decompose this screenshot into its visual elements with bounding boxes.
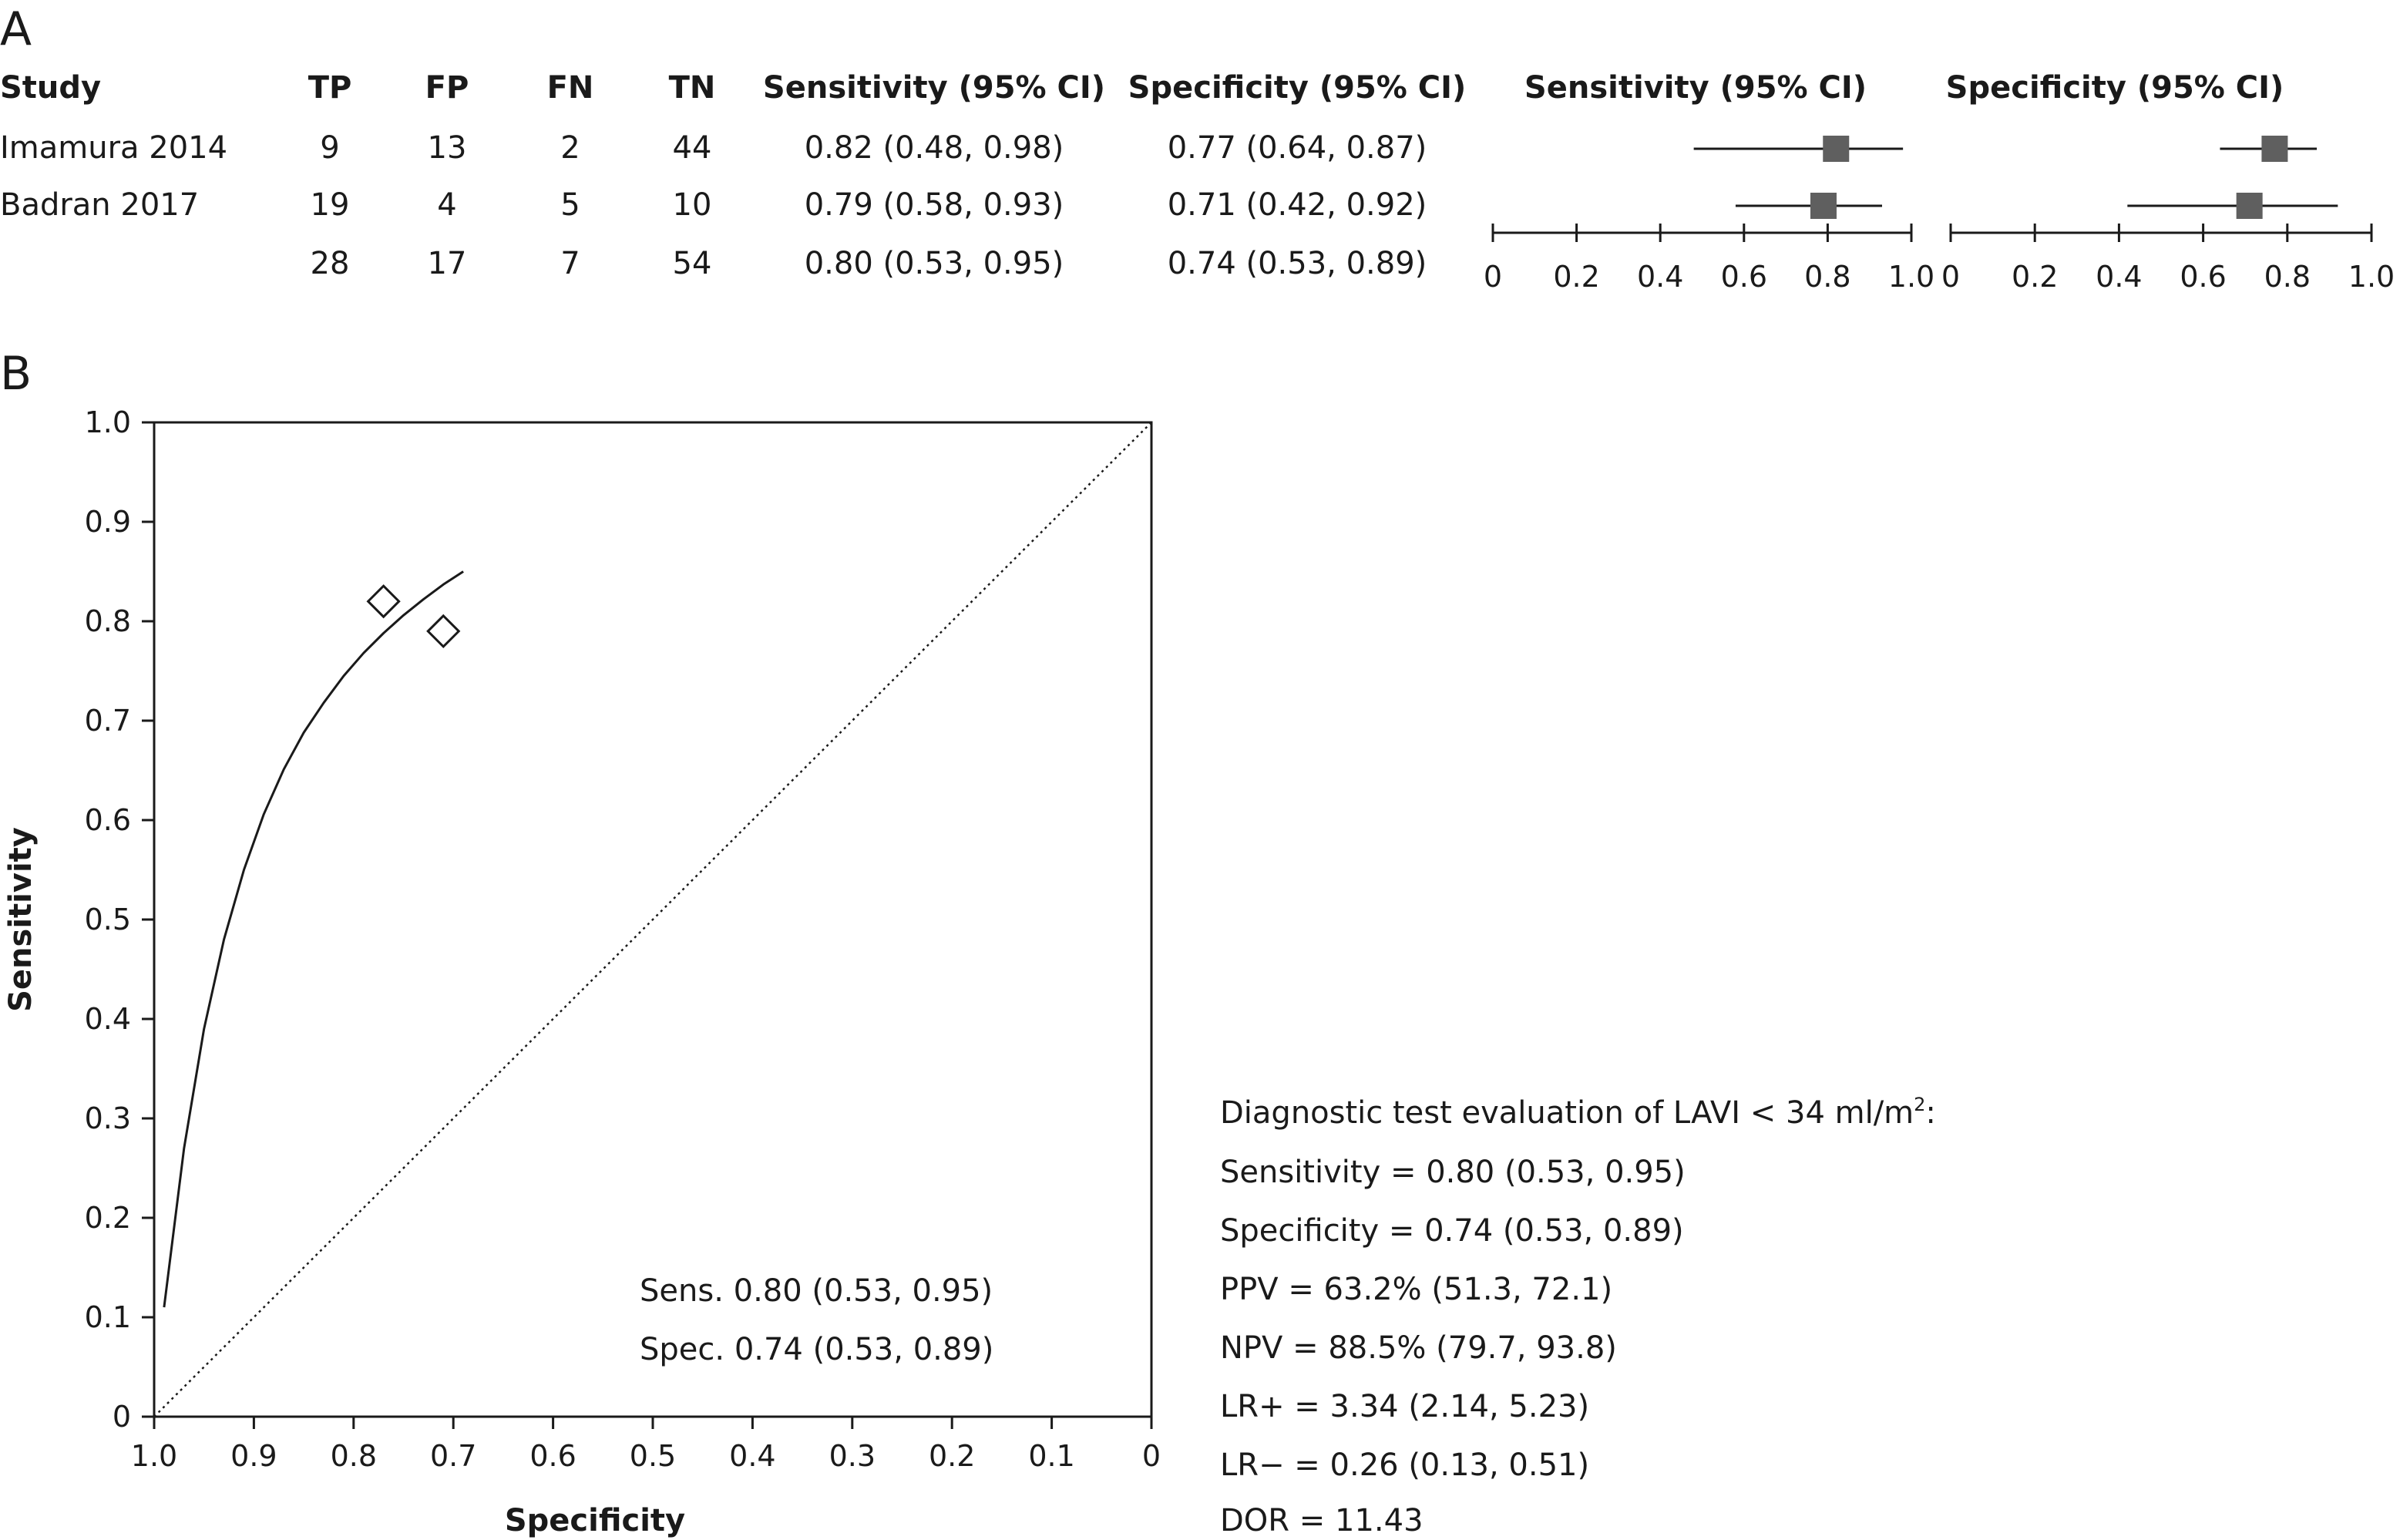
forest-sensitivity-title: Sensitivity (95% CI) <box>1524 70 1867 106</box>
header-tn: TN <box>668 70 716 106</box>
row-2-tp: 19 <box>310 187 350 223</box>
panel-a-letter: A <box>0 2 32 56</box>
x-tick-label: 0.4 <box>729 1439 776 1473</box>
sensitivity-tick-label: 0.8 <box>1804 260 1851 294</box>
sensitivity-tick-label: 0.6 <box>1720 260 1768 294</box>
sensitivity-tick-label: 0.4 <box>1636 260 1684 294</box>
chance-line <box>154 422 1151 1417</box>
row-2-tn: 10 <box>672 187 712 223</box>
row-1-sensitivity: 0.82 (0.48, 0.98) <box>804 130 1064 166</box>
y-tick-label: 0.3 <box>84 1101 131 1135</box>
row-3-specificity: 0.74 (0.53, 0.89) <box>1167 246 1427 281</box>
row-2-study: Badran 2017 <box>0 187 200 223</box>
specificity-point <box>2237 193 2263 219</box>
evaluation-dor: DOR = 11.43 <box>1220 1503 1424 1538</box>
x-tick-label: 1.0 <box>130 1439 178 1473</box>
forest-plot-sensitivity <box>1484 70 1934 294</box>
y-tick-label: 0 <box>112 1400 131 1434</box>
panel-b-letter: B <box>0 347 32 401</box>
row-1-specificity: 0.77 (0.64, 0.87) <box>1167 130 1427 166</box>
specificity-tick-label: 0.4 <box>2096 260 2143 294</box>
y-tick-label: 1.0 <box>84 405 131 439</box>
table-header <box>0 70 1466 106</box>
diagnostic-evaluation <box>1220 1094 1936 1538</box>
row-2-specificity: 0.71 (0.42, 0.92) <box>1167 187 1427 223</box>
sensitivity-point <box>1810 193 1837 219</box>
row-3-tp: 28 <box>310 246 350 281</box>
specificity-tick-label: 0 <box>1941 260 1961 294</box>
x-tick-label: 0.8 <box>330 1439 378 1473</box>
header-fn: FN <box>546 70 594 106</box>
x-tick-label: 0.6 <box>529 1439 576 1473</box>
row-3-tn: 54 <box>672 246 712 281</box>
forest-specificity-title: Specificity (95% CI) <box>1945 70 2284 106</box>
y-tick-label: 0.7 <box>84 704 131 738</box>
forest-plot-specificity <box>1941 70 2395 294</box>
y-tick-label: 0.9 <box>84 505 131 539</box>
sensitivity-point <box>1823 136 1849 162</box>
sensitivity-tick-label: 0 <box>1483 260 1503 294</box>
evaluation-specificity: Specificity = 0.74 (0.53, 0.89) <box>1220 1213 1684 1249</box>
study-point <box>368 586 399 617</box>
evaluation-npv: NPV = 88.5% (79.7, 93.8) <box>1220 1330 1617 1366</box>
y-tick-label: 0.5 <box>84 903 131 936</box>
specificity-tick-label: 0.6 <box>2180 260 2227 294</box>
evaluation-title: Diagnostic test evaluation of LAVI < 34 $ml/m^2$: <box>1220 1094 1936 1131</box>
row-2-fp: 4 <box>437 187 457 223</box>
specificity-point <box>2261 136 2287 162</box>
sroc-curve <box>164 572 463 1308</box>
row-3-fp: 17 <box>427 246 467 281</box>
x-tick-label: 0.3 <box>829 1439 876 1473</box>
row-1-study: Imamura 2014 <box>0 130 228 166</box>
panel-b <box>0 347 1936 1538</box>
summary-specificity: Spec. 0.74 (0.53, 0.89) <box>640 1332 994 1367</box>
study-point <box>428 616 459 647</box>
y-tick-label: 0.4 <box>84 1002 131 1036</box>
x-tick-label: 0.7 <box>429 1439 477 1473</box>
sensitivity-tick-label: 1.0 <box>1887 260 1935 294</box>
x-tick-label: 0.2 <box>928 1439 976 1473</box>
row-1-tn: 44 <box>672 130 712 166</box>
y-axis-title: Sensitivity <box>3 827 39 1012</box>
row-3-sensitivity: 0.80 (0.53, 0.95) <box>804 246 1064 281</box>
row-2-sensitivity: 0.79 (0.58, 0.93) <box>804 187 1064 223</box>
specificity-tick-label: 0.2 <box>2011 260 2059 294</box>
row-2-fn: 5 <box>560 187 580 223</box>
evaluation-sensitivity: Sensitivity = 0.80 (0.53, 0.95) <box>1220 1155 1686 1190</box>
summary-sensitivity: Sens. 0.80 (0.53, 0.95) <box>640 1273 993 1309</box>
row-1-fp: 13 <box>427 130 467 166</box>
row-3-fn: 7 <box>560 246 580 281</box>
y-tick-label: 0.1 <box>84 1300 131 1334</box>
sroc-plot <box>3 405 1161 1538</box>
table-row <box>0 187 1427 223</box>
x-tick-label: 0.9 <box>230 1439 277 1473</box>
sensitivity-tick-label: 0.2 <box>1553 260 1600 294</box>
header-sensitivity-ci: Sensitivity (95% CI) <box>762 70 1106 106</box>
table-row-pooled <box>311 246 1427 281</box>
row-1-tp: 9 <box>320 130 340 166</box>
header-tp: TP <box>308 70 352 106</box>
x-tick-label: 0.1 <box>1028 1439 1075 1473</box>
row-1-fn: 2 <box>560 130 580 166</box>
specificity-tick-label: 0.8 <box>2264 260 2311 294</box>
table-row <box>0 130 1427 166</box>
y-tick-label: 0.6 <box>84 803 131 837</box>
header-specificity-ci: Specificity (95% CI) <box>1128 70 1467 106</box>
x-tick-label: 0 <box>1141 1439 1161 1473</box>
study-table <box>0 70 1466 281</box>
y-tick-label: 0.2 <box>84 1201 131 1235</box>
x-tick-label: 0.5 <box>629 1439 677 1473</box>
evaluation-ppv: PPV = 63.2% (51.3, 72.1) <box>1220 1272 1613 1307</box>
x-axis-title: Specificity <box>504 1503 686 1538</box>
specificity-tick-label: 1.0 <box>2348 260 2395 294</box>
panel-a <box>0 2 2395 294</box>
y-tick-label: 0.8 <box>84 604 131 638</box>
evaluation-lr-negative: LR− = 0.26 (0.13, 0.51) <box>1220 1448 1590 1483</box>
header-fp: FP <box>425 70 469 106</box>
header-study: Study <box>0 70 102 106</box>
evaluation-lr-positive: LR+ = 3.34 (2.14, 5.23) <box>1220 1389 1590 1424</box>
